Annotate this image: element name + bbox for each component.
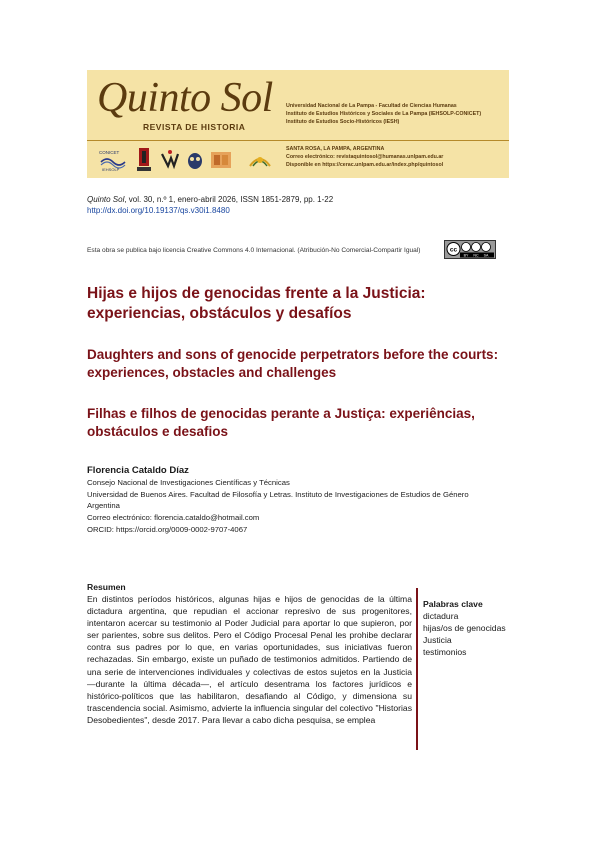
- citation-details: , vol. 30, n.º 1, enero-abril 2026, ISSN 1851-2879, pp. 1-22: [124, 195, 334, 204]
- bird-logo-icon: [159, 148, 181, 172]
- svg-text:cc: cc: [449, 246, 458, 254]
- journal-subtitle: REVISTA DE HISTORIA: [143, 122, 246, 132]
- license-text: Esta obra se publica bajo licencia Creative Commons 4.0 Internacional. (Atribución-No Comercial-Compartir Igual): [87, 247, 421, 254]
- author-email: Correo electrónico: florencia.cataldo@hotmail.com: [87, 513, 260, 523]
- author-affiliation: Consejo Nacional de Investigaciones Científicas y Técnicas Universidad de Buenos Aires. Facultad de Filosofía y Letras. Instituto de Investigaciones de Estudios de Género Argentina Correo electrónico: florencia.cataldo@hotmail.com ORCID: https://orcid.org/0009-0002-9707-4067: [87, 477, 512, 536]
- title-english: Daughters and sons of genocide perpetrators before the courts: experiences, obstacles and challenges: [87, 347, 499, 380]
- keywords-rule: [416, 588, 418, 750]
- cc-nc-label: NC: [473, 253, 479, 258]
- svg-text:CONICET: CONICET: [99, 150, 120, 155]
- journal-contact: SANTA ROSA, LA PAMPA, ARGENTINA Correo electrónico: revistaquintosol@humanas.unlpam.edu.ar Disponible en https://cerac.unlpam.edu.ar/index.php/quintosol: [286, 146, 444, 168]
- cc-by-label: BY: [463, 253, 469, 258]
- doi-link[interactable]: http://dx.doi.org/10.19137/qs.v30i1.8480: [87, 206, 230, 215]
- title-portuguese: Filhas e filhos de genocidas perante a Justiça: experiências, obstáculos e desafios: [87, 406, 475, 439]
- keyword-item: dictadura: [423, 611, 459, 622]
- institutions-list: Universidad Nacional de La Pampa - Facultad de Ciencias Humanas Instituto de Estudios Históricos y Sociales de La Pampa (IEHSOLP-CONICET) Instituto de Estudios Socio-Históricos (IESH): [286, 103, 482, 125]
- keyword-item: testimonios: [423, 647, 467, 658]
- sun-logo-icon: [247, 148, 273, 172]
- journal-logo-title: Quinto Sol: [97, 75, 273, 121]
- keyword-item: hijas/os de genocidas: [423, 623, 506, 634]
- keywords-heading: Palabras clave: [423, 599, 483, 609]
- creative-commons-badge-icon[interactable]: [444, 240, 496, 259]
- title-spanish: Hijas e hijos de genocidas frente a la Justicia: experiencias, obstáculos y desafíos: [87, 285, 426, 322]
- abstract-heading: Resumen: [87, 582, 126, 592]
- keywords-block: [423, 598, 506, 658]
- owl-logo-icon: [185, 149, 205, 171]
- iesh-logo-icon: [209, 149, 233, 171]
- cc-sa-label: SA: [483, 253, 489, 258]
- abstract-text: En distintos períodos históricos, algunas hijas e hijos de genocidas de la última dictadura argentina, que repudian el accionar represivo de sus progenitores, intentaron acercar su testimonio al Poder Judicial para aportar lo que supieron, por ser parientes, sobre sus delitos. Pero el Código Procesal Penal les prohibe declarar contra sus padres por lo que, en varias oportunidades, sus iniciativas fueron rechazadas. Sin embargo, existe un puñado de testimonios admitidos. Partiendo de una serie de intervenciones individuales y colectivas de estos sujetos en la Justicia —durante la última década—, el artículo desentrama los factores jurídicos e histórico-políticos que las habilitaron, desafiando al Código, y dimensiona su trascendencia social. Asimismo, advierte la influencia singular del colectivo "Historias Desobedientes", desde 2017. Para llevar a cabo dicha pesquisa, se emplea: [87, 594, 412, 725]
- keyword-item: Justicia: [423, 635, 452, 646]
- institution-logos: [97, 146, 277, 174]
- unlpam-logo-icon: [133, 146, 155, 174]
- citation-journal: Quinto Sol: [87, 195, 125, 204]
- author-name: Florencia Cataldo Díaz: [87, 465, 189, 476]
- citation-block: [87, 194, 333, 216]
- banner-divider: [87, 140, 509, 141]
- journal-banner: [87, 70, 509, 178]
- author-orcid: ORCID: https://orcid.org/0009-0002-9707-4067: [87, 524, 248, 534]
- svg-text:IEHSOLP: IEHSOLP: [102, 167, 120, 172]
- conicet-logo-icon: [99, 148, 129, 172]
